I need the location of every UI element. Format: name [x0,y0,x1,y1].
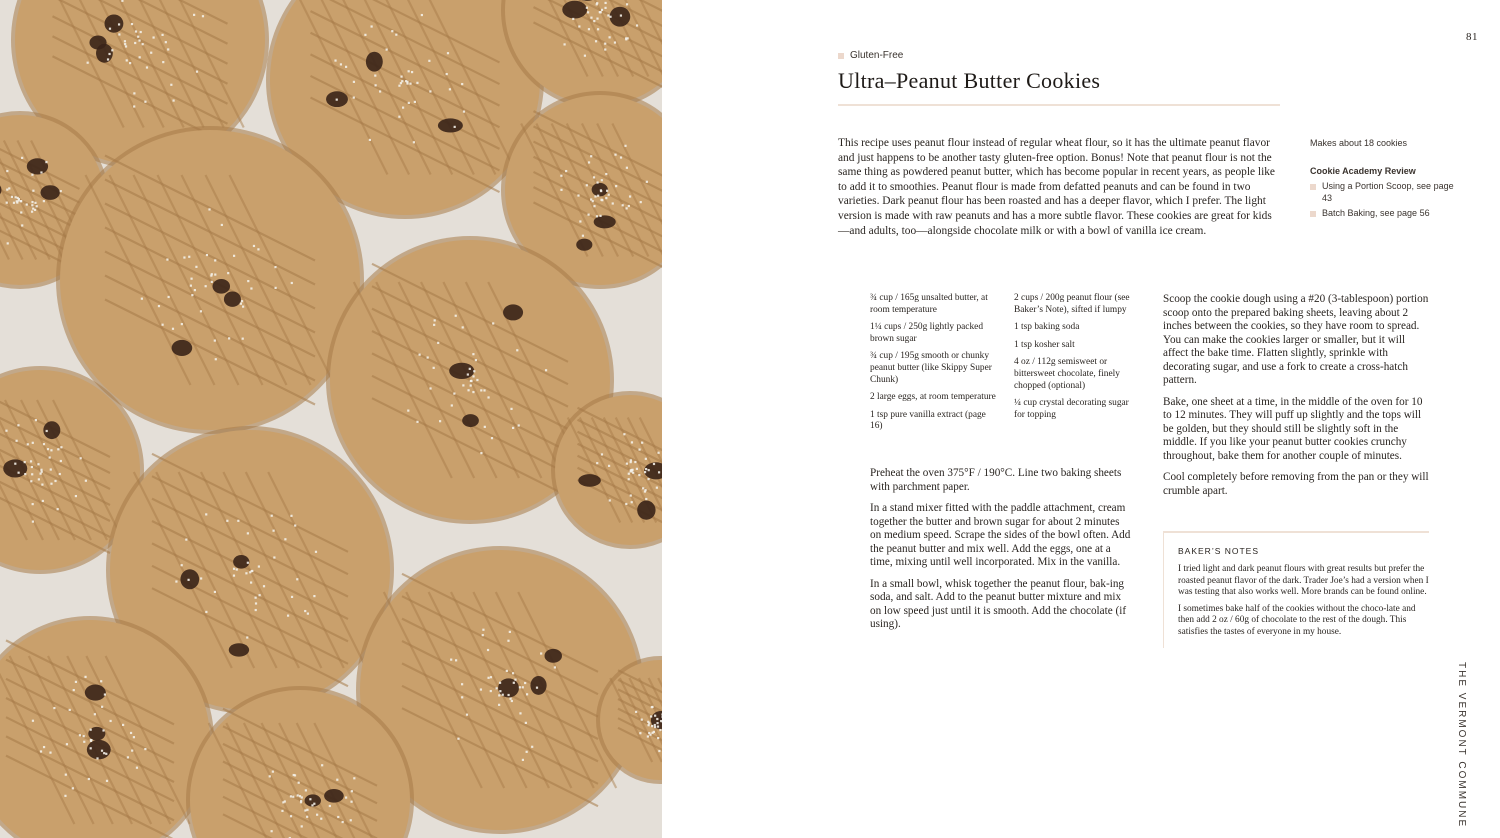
method-step: Preheat the oven 375°F / 190°C. Line two baking sheets with parchment paper. [870,467,1122,493]
ingredient-item: ¾ cup / 195g smooth or chunky peanut butter (like Skippy Super Chunk) [870,351,992,385]
recipe-intro: This recipe uses peanut flour instead of regular wheat flour, so it has the ultimate peanut flavor and just happens to be another tasty gluten-free option. Bonus! Note that peanut flour is not the same thing as powdered peanut butter, which has become popular in recent years, as people like to add it to smoothies. Peanut flour is made from defatted peanuts and can be found in two varieties. Dark peanut flour has been roasted and has a deeper flavor, which I prefer. The light version is made with raw peanuts and has a more subtle flavor. These cookies are great for kids—and adults, too—alongside chocolate milk or with a bowl of vanilla ice cream. [838,137,1275,237]
cookie-photo-icon [0,0,662,838]
ingredient-item: 1 tsp baking soda [1014,322,1080,333]
ingredient-item: 2 large eggs, at room temperature [870,392,996,403]
review-heading: Cookie Academy Review [1310,166,1416,176]
recipe-sidebar [1310,138,1460,224]
review-item [1310,208,1460,220]
ingredient-item: 2 cups / 200g peanut flour (see Baker’s Note), sifted if lumpy [1014,293,1130,315]
ingredient-item: 1¼ cups / 250g lightly packed brown sugar [870,322,984,344]
ingredient-item: ¼ cup crystal decorating sugar for topping [1014,398,1129,420]
cookie-photo [0,0,662,838]
ingredient-item: 4 oz / 112g semisweet or bittersweet chocolate, finely chopped (optional) [1014,357,1120,391]
recipe-yield: Makes about 18 cookies [1310,138,1408,148]
method-column-right [1163,293,1429,506]
page-number: 81 [1466,31,1478,43]
square-bullet-icon [1310,184,1316,190]
ingredient-item: 1 tsp pure vanilla extract (page 16) [870,409,986,432]
ingredients-column-left [870,293,996,439]
bakers-notes [1163,531,1429,648]
bakers-note: I sometimes bake half of the cookies without the choco-late and then add 2 oz / 60g of chocolate to the rest of the dough. This satisfies the tastes of everyone in my house. [1178,603,1416,637]
review-item-text: Using a Portion Scoop, see page 43 [1322,181,1454,203]
square-bullet-icon [1310,211,1316,217]
bakers-notes-heading: BAKER’S NOTES [1178,546,1260,556]
method-step: Scoop the cookie dough using a #20 (3-tablespoon) portion scoop onto the prepared baking sheets, leaving about 2 inches between the cookies, so they have room to spread. You can make the cookies larger or smaller, but it will affect the bake time. Flatten slightly, sprinkle with decorating sugar, and use a fork to create a cross-hatch pattern. [1163,293,1429,386]
ingredient-item: ¾ cup / 165g unsalted butter, at room temperature [870,293,988,315]
review-list [1310,181,1460,220]
ingredients-column-right [1014,293,1140,439]
method-step: Cool completely before removing from the pan or they will crumble apart. [1163,471,1429,497]
square-bullet-icon [838,53,844,59]
method-step: Bake, one sheet at a time, in the middle of the oven for 10 to 12 minutes. They will puff up slightly and the tops will be golden, but they should still be slightly soft in the middle. If you like your peanut butter cookies crunchy throughout, bake them for another couple of minutes. [1163,395,1423,462]
ingredient-item: 1 tsp kosher salt [1014,339,1075,350]
ingredients-list [870,293,1140,439]
review-item [1310,181,1460,204]
running-head: THE VERMONT COMMUNE [1456,662,1467,829]
bakers-note: I tried light and dark peanut flours with great results but prefer the roasted peanut flavor of the dark. Trader Joe’s had a version when I was testing that also works well. More brands can be found online. [1178,564,1429,598]
recipe-tag-label: Gluten-Free [850,50,904,61]
method-step: In a stand mixer fitted with the paddle attachment, cream together the butter and brown sugar for about 2 minutes on medium speed. Scrape the sides of the bowl often. Add the peanut butter and mix well. Add the eggs, one at a time, mixing until well incorporated. Mix in the vanilla. [870,502,1131,568]
recipe-title: Ultra–Peanut Butter Cookies [838,68,1101,93]
review-item-text: Batch Baking, see page 56 [1322,208,1430,218]
recipe-tag [838,50,903,61]
method-column-left [870,467,1132,640]
title-divider [838,104,1280,106]
method-step: In a small bowl, whisk together the peanut flour, bak-ing soda, and salt. Add to the peanut butter mixture and mix on low speed just until it is smooth. Add the chocolate (if using). [870,577,1127,630]
